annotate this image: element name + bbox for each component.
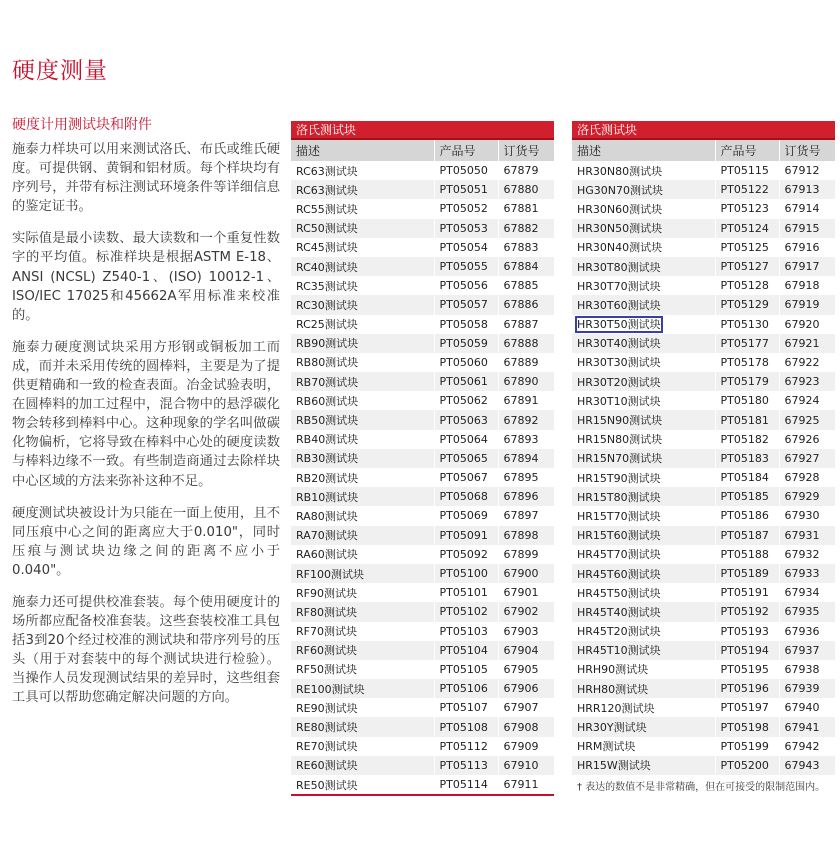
cell-order-no: 67922: [779, 353, 835, 372]
cell-product-no: PT05122: [715, 180, 779, 199]
cell-order-no: 67924: [779, 391, 835, 410]
table-row: [572, 526, 835, 545]
cell-product-no: PT05062: [434, 391, 498, 410]
cell-description: RF80测试块: [291, 602, 434, 621]
cell-description: HR30N80测试块: [572, 161, 715, 180]
cell-description: RF60测试块: [291, 641, 434, 660]
cell-product-no: PT05055: [434, 257, 498, 276]
cell-product-no: PT05178: [715, 353, 779, 372]
rockwell-table-right: [572, 121, 835, 775]
cell-order-no: 67941: [779, 717, 835, 736]
cell-description: RB60测试块: [291, 391, 434, 410]
cell-product-no: PT05092: [434, 545, 498, 564]
cell-product-no: PT05112: [434, 737, 498, 756]
cell-product-no: PT05115: [715, 161, 779, 180]
cell-product-no: PT05187: [715, 526, 779, 545]
cell-order-no: 67913: [779, 180, 835, 199]
table-row: [572, 583, 835, 602]
cell-order-no: 67934: [779, 583, 835, 602]
cell-order-no: 67881: [498, 199, 554, 218]
cell-order-no: 67892: [498, 410, 554, 429]
cell-product-no: PT05054: [434, 238, 498, 257]
table-row: [572, 506, 835, 525]
cell-description: RF50测试块: [291, 660, 434, 679]
cell-product-no: PT05127: [715, 257, 779, 276]
header-order-no: 订货号: [498, 140, 554, 161]
cell-description: RB80测试块: [291, 353, 434, 372]
rockwell-table-left: [291, 121, 554, 796]
cell-product-no: PT05063: [434, 410, 498, 429]
table-row: [291, 622, 554, 641]
cell-description: HR30T40测试块: [572, 334, 715, 353]
table-row: [572, 391, 835, 410]
cell-description: HRR120测试块: [572, 698, 715, 717]
table-row: [572, 602, 835, 621]
cell-description: RC30测试块: [291, 295, 434, 314]
cell-product-no: PT05067: [434, 468, 498, 487]
cell-product-no: PT05183: [715, 449, 779, 468]
cell-order-no: 67915: [779, 219, 835, 238]
cell-product-no: PT05057: [434, 295, 498, 314]
table-row: [291, 679, 554, 698]
cell-description: HR15N80测试块: [572, 430, 715, 449]
cell-description: RB40测试块: [291, 430, 434, 449]
table-row: [291, 219, 554, 238]
cell-product-no: PT05102: [434, 602, 498, 621]
cell-order-no: 67942: [779, 737, 835, 756]
cell-description: RC40测试块: [291, 257, 434, 276]
cell-order-no: 67896: [498, 487, 554, 506]
cell-product-no: PT05196: [715, 679, 779, 698]
cell-order-no: 67932: [779, 545, 835, 564]
table-row: [291, 257, 554, 276]
table-row: [572, 756, 835, 775]
cell-description: HR30N40测试块: [572, 238, 715, 257]
header-product-no: 产品号: [434, 140, 498, 161]
table-row: [572, 410, 835, 429]
cell-description: HR15T80测试块: [572, 487, 715, 506]
cell-order-no: 67919: [779, 295, 835, 314]
table-row: [291, 161, 554, 180]
table-row: [572, 717, 835, 736]
footnote: † 表达的数值不是非常精确，但在可接受的限制范围内。: [577, 782, 826, 793]
table-row: [291, 276, 554, 295]
cell-product-no: PT05059: [434, 334, 498, 353]
table-row: [291, 430, 554, 449]
cell-product-no: PT05130: [715, 315, 779, 334]
cell-order-no: 67920: [779, 315, 835, 334]
table-row: [572, 276, 835, 295]
cell-product-no: PT05108: [434, 717, 498, 736]
header-description: 描述: [572, 140, 715, 161]
cell-description: RB70测试块: [291, 372, 434, 391]
table-row: [291, 545, 554, 564]
cell-description: HR15T90测试块: [572, 468, 715, 487]
cell-product-no: PT05191: [715, 583, 779, 602]
table-body: [291, 161, 554, 794]
table-row: [572, 199, 835, 218]
cell-product-no: PT05114: [434, 775, 498, 794]
cell-description: HR30N60测试块: [572, 199, 715, 218]
cell-product-no: PT05101: [434, 583, 498, 602]
section-heading: 硬度计用测试块和附件: [12, 117, 152, 133]
table-row: [572, 353, 835, 372]
cell-product-no: PT05188: [715, 545, 779, 564]
table-bottom-rule: [291, 794, 554, 796]
cell-description: HRH90测试块: [572, 660, 715, 679]
cell-product-no: PT05068: [434, 487, 498, 506]
cell-product-no: PT05123: [715, 199, 779, 218]
paragraph-5: 施泰力还可提供校准套装。每个使用硬度计的场所都应配备校准套装。这些套装校准工具包括3到20个经过校准的测试块和带序列号的压头（用于对套装中的每个测试块进行检验）。当操作人员发现测试结果的差异时，这些组套工具可以帮助您确定解决问题的方向。: [12, 594, 280, 706]
table-row: [291, 775, 554, 794]
cell-order-no: 67882: [498, 219, 554, 238]
cell-description: HR45T10测试块: [572, 641, 715, 660]
table-row: [291, 698, 554, 717]
cell-order-no: 67914: [779, 199, 835, 218]
table-row: [572, 622, 835, 641]
table-row: [291, 180, 554, 199]
table-row: [572, 564, 835, 583]
cell-description: HR30T30测试块: [572, 353, 715, 372]
table-row: [291, 717, 554, 736]
cell-order-no: 67929: [779, 487, 835, 506]
header-description: 描述: [291, 140, 434, 161]
cell-order-no: 67900: [498, 564, 554, 583]
cell-description: HR45T20测试块: [572, 622, 715, 641]
cell-description: HR45T60测试块: [572, 564, 715, 583]
table-row: [291, 295, 554, 314]
cell-product-no: PT05100: [434, 564, 498, 583]
table-row: [291, 583, 554, 602]
cell-order-no: 67926: [779, 430, 835, 449]
product-table: [572, 140, 835, 775]
cell-product-no: PT05185: [715, 487, 779, 506]
cell-order-no: 67891: [498, 391, 554, 410]
cell-order-no: 67911: [498, 775, 554, 794]
cell-description: RC55测试块: [291, 199, 434, 218]
table-row: [572, 468, 835, 487]
cell-order-no: 67923: [779, 372, 835, 391]
cell-product-no: PT05058: [434, 315, 498, 334]
cell-description: HR30T70测试块: [572, 276, 715, 295]
highlighted-description: HR30T50测试块: [577, 318, 661, 332]
cell-order-no: 67918: [779, 276, 835, 295]
cell-order-no: 67931: [779, 526, 835, 545]
cell-description: RC63测试块: [291, 161, 434, 180]
cell-description: HR15W测试块: [572, 756, 715, 775]
cell-product-no: PT05189: [715, 564, 779, 583]
table-row: [291, 372, 554, 391]
table-row: [291, 315, 554, 334]
table-row: [572, 449, 835, 468]
table-row: [291, 353, 554, 372]
paragraph-1: 施泰力样块可以用来测试洛氏、布氏或维氏硬度。可提供钢、黄铜和铝材质。每个样块均有序列号，并带有标注测试环境条件等详细信息的鉴定证书。: [12, 142, 280, 215]
table-row: [291, 506, 554, 525]
cell-description: HR30Y测试块: [572, 717, 715, 736]
cell-order-no: 67899: [498, 545, 554, 564]
cell-description: RC50测试块: [291, 219, 434, 238]
cell-product-no: PT05198: [715, 717, 779, 736]
cell-description: RC25测试块: [291, 315, 434, 334]
cell-product-no: PT05053: [434, 219, 498, 238]
cell-order-no: 67910: [498, 756, 554, 775]
cell-description: HRH80测试块: [572, 679, 715, 698]
cell-description: [572, 315, 715, 334]
cell-description: RE50测试块: [291, 775, 434, 794]
cell-product-no: PT05177: [715, 334, 779, 353]
cell-product-no: PT05179: [715, 372, 779, 391]
table-row: [572, 372, 835, 391]
table-row: [572, 698, 835, 717]
table-row: [291, 756, 554, 775]
table-row: [291, 334, 554, 353]
table-header-row: [572, 140, 835, 161]
cell-description: RC35测试块: [291, 276, 434, 295]
cell-order-no: 67907: [498, 698, 554, 717]
table-row: [572, 430, 835, 449]
cell-order-no: 67893: [498, 430, 554, 449]
cell-product-no: PT05060: [434, 353, 498, 372]
cell-product-no: PT05069: [434, 506, 498, 525]
cell-description: RA60测试块: [291, 545, 434, 564]
cell-description: RE70测试块: [291, 737, 434, 756]
cell-description: RB90测试块: [291, 334, 434, 353]
cell-product-no: PT05195: [715, 660, 779, 679]
cell-description: RB50测试块: [291, 410, 434, 429]
cell-description: HR30T60测试块: [572, 295, 715, 314]
cell-product-no: PT05128: [715, 276, 779, 295]
cell-description: RE80测试块: [291, 717, 434, 736]
cell-product-no: PT05050: [434, 161, 498, 180]
table-row: [572, 219, 835, 238]
cell-order-no: 67927: [779, 449, 835, 468]
cell-description: RC45测试块: [291, 238, 434, 257]
cell-description: RF90测试块: [291, 583, 434, 602]
cell-description: HR30N50测试块: [572, 219, 715, 238]
cell-description: HR45T50测试块: [572, 583, 715, 602]
table-title: 洛氏测试块: [572, 121, 835, 140]
cell-order-no: 67879: [498, 161, 554, 180]
cell-order-no: 67883: [498, 238, 554, 257]
product-table: [291, 140, 554, 794]
table-row: [291, 660, 554, 679]
cell-product-no: PT05061: [434, 372, 498, 391]
cell-description: RE90测试块: [291, 698, 434, 717]
cell-product-no: PT05194: [715, 641, 779, 660]
cell-order-no: 67902: [498, 602, 554, 621]
cell-product-no: PT05124: [715, 219, 779, 238]
cell-order-no: 67894: [498, 449, 554, 468]
cell-order-no: 67912: [779, 161, 835, 180]
cell-description: RB30测试块: [291, 449, 434, 468]
cell-product-no: PT05200: [715, 756, 779, 775]
cell-product-no: PT05180: [715, 391, 779, 410]
cell-order-no: 67937: [779, 641, 835, 660]
cell-product-no: PT05125: [715, 238, 779, 257]
table-row: [572, 334, 835, 353]
cell-description: HRM测试块: [572, 737, 715, 756]
table-row: [291, 526, 554, 545]
table-body: [572, 161, 835, 775]
table-row: [572, 641, 835, 660]
cell-order-no: 67905: [498, 660, 554, 679]
cell-product-no: PT05065: [434, 449, 498, 468]
table-row: [291, 468, 554, 487]
cell-order-no: 67901: [498, 583, 554, 602]
table-row: [291, 391, 554, 410]
cell-order-no: 67940: [779, 698, 835, 717]
table-title: 洛氏测试块: [291, 121, 554, 140]
cell-description: RF100测试块: [291, 564, 434, 583]
table-row: [572, 295, 835, 314]
cell-product-no: PT05103: [434, 622, 498, 641]
cell-order-no: 67890: [498, 372, 554, 391]
cell-product-no: PT05056: [434, 276, 498, 295]
table-row: [291, 410, 554, 429]
cell-description: HR30T80测试块: [572, 257, 715, 276]
cell-description: HR15N70测试块: [572, 449, 715, 468]
cell-order-no: 67897: [498, 506, 554, 525]
cell-order-no: 67888: [498, 334, 554, 353]
cell-description: HR15T70测试块: [572, 506, 715, 525]
table-row: [291, 449, 554, 468]
cell-product-no: PT05186: [715, 506, 779, 525]
cell-product-no: PT05181: [715, 410, 779, 429]
cell-product-no: PT05091: [434, 526, 498, 545]
table-row: [291, 487, 554, 506]
paragraph-2: 实际值是最小读数、最大读数和一个重复性数字的平均值。标准样块是根据ASTM E-18、ANSI (NCSL) Z540-1、(ISO) 10012-1、ISO/IEC 17025和45662A军用标准来校准的。: [12, 231, 280, 323]
cell-description: HR15N90测试块: [572, 410, 715, 429]
table-row: [291, 602, 554, 621]
cell-product-no: PT05105: [434, 660, 498, 679]
cell-product-no: PT05197: [715, 698, 779, 717]
cell-description: RB10测试块: [291, 487, 434, 506]
table-row: [291, 737, 554, 756]
table-row: [291, 238, 554, 257]
cell-description: HR45T40测试块: [572, 602, 715, 621]
cell-order-no: 67936: [779, 622, 835, 641]
cell-product-no: PT05193: [715, 622, 779, 641]
paragraph-4: 硬度测试块被设计为只能在一面上使用，且不同压痕中心之间的距离应大于0.010"，同时压痕与测试块边缘之间的距离不应小于0.040"。: [12, 505, 280, 578]
cell-order-no: 67916: [779, 238, 835, 257]
cell-order-no: 67886: [498, 295, 554, 314]
cell-description: HR30T10测试块: [572, 391, 715, 410]
cell-product-no: PT05113: [434, 756, 498, 775]
cell-product-no: PT05182: [715, 430, 779, 449]
cell-product-no: PT05106: [434, 679, 498, 698]
cell-product-no: PT05104: [434, 641, 498, 660]
table-row: [572, 315, 835, 334]
table-row: [291, 199, 554, 218]
table-row: [572, 737, 835, 756]
cell-description: HR15T60测试块: [572, 526, 715, 545]
cell-product-no: PT05129: [715, 295, 779, 314]
cell-product-no: PT05107: [434, 698, 498, 717]
cell-order-no: 67943: [779, 756, 835, 775]
cell-order-no: 67898: [498, 526, 554, 545]
cell-product-no: PT05192: [715, 602, 779, 621]
cell-order-no: 67885: [498, 276, 554, 295]
cell-product-no: PT05199: [715, 737, 779, 756]
table-row: [572, 161, 835, 180]
header-order-no: 订货号: [779, 140, 835, 161]
cell-product-no: PT05051: [434, 180, 498, 199]
cell-order-no: 67889: [498, 353, 554, 372]
cell-description: RE60测试块: [291, 756, 434, 775]
cell-order-no: 67921: [779, 334, 835, 353]
cell-description: HR30T20测试块: [572, 372, 715, 391]
table-row: [291, 641, 554, 660]
cell-description: RC63测试块: [291, 180, 434, 199]
cell-description: RA70测试块: [291, 526, 434, 545]
cell-order-no: 67887: [498, 315, 554, 334]
table-row: [572, 180, 835, 199]
cell-product-no: PT05184: [715, 468, 779, 487]
cell-order-no: 67909: [498, 737, 554, 756]
cell-description: HR45T70测试块: [572, 545, 715, 564]
cell-order-no: 67928: [779, 468, 835, 487]
table-row: [291, 564, 554, 583]
table-row: [572, 238, 835, 257]
cell-order-no: 67904: [498, 641, 554, 660]
table-row: [572, 487, 835, 506]
cell-order-no: 67906: [498, 679, 554, 698]
cell-order-no: 67917: [779, 257, 835, 276]
cell-order-no: 67938: [779, 660, 835, 679]
cell-order-no: 67908: [498, 717, 554, 736]
cell-order-no: 67895: [498, 468, 554, 487]
cell-description: HG30N70测试块: [572, 180, 715, 199]
header-product-no: 产品号: [715, 140, 779, 161]
table-row: [572, 257, 835, 276]
cell-order-no: 67925: [779, 410, 835, 429]
cell-description: RB20测试块: [291, 468, 434, 487]
table-row: [572, 545, 835, 564]
page-title: 硬度测量: [12, 58, 108, 84]
table-header-row: [291, 140, 554, 161]
cell-order-no: 67933: [779, 564, 835, 583]
cell-description: RA80测试块: [291, 506, 434, 525]
cell-order-no: 67884: [498, 257, 554, 276]
cell-order-no: 67880: [498, 180, 554, 199]
cell-order-no: 67903: [498, 622, 554, 641]
cell-product-no: PT05052: [434, 199, 498, 218]
cell-product-no: PT05064: [434, 430, 498, 449]
cell-order-no: 67935: [779, 602, 835, 621]
table-row: [572, 679, 835, 698]
cell-order-no: 67939: [779, 679, 835, 698]
cell-description: RF70测试块: [291, 622, 434, 641]
paragraph-3: 施泰力硬度测试块采用方形钢或铜板加工而成，而并未采用传统的圆棒料，主要是为了提供更精确和一致的检查表面。冶金试验表明，在圆棒料的加工过程中，混合物中的悬浮碳化物会转移到棒料中心。这种现象的学名叫做碳化物偏析，它将导致在棒料中心处的硬度读数与棒料边缘不一致。有些制造商通过去除样块中心区域的方法来弥补这种不足。: [12, 339, 280, 489]
table-row: [572, 660, 835, 679]
cell-order-no: 67930: [779, 506, 835, 525]
intro-column: [12, 114, 280, 721]
cell-description: RE100测试块: [291, 679, 434, 698]
